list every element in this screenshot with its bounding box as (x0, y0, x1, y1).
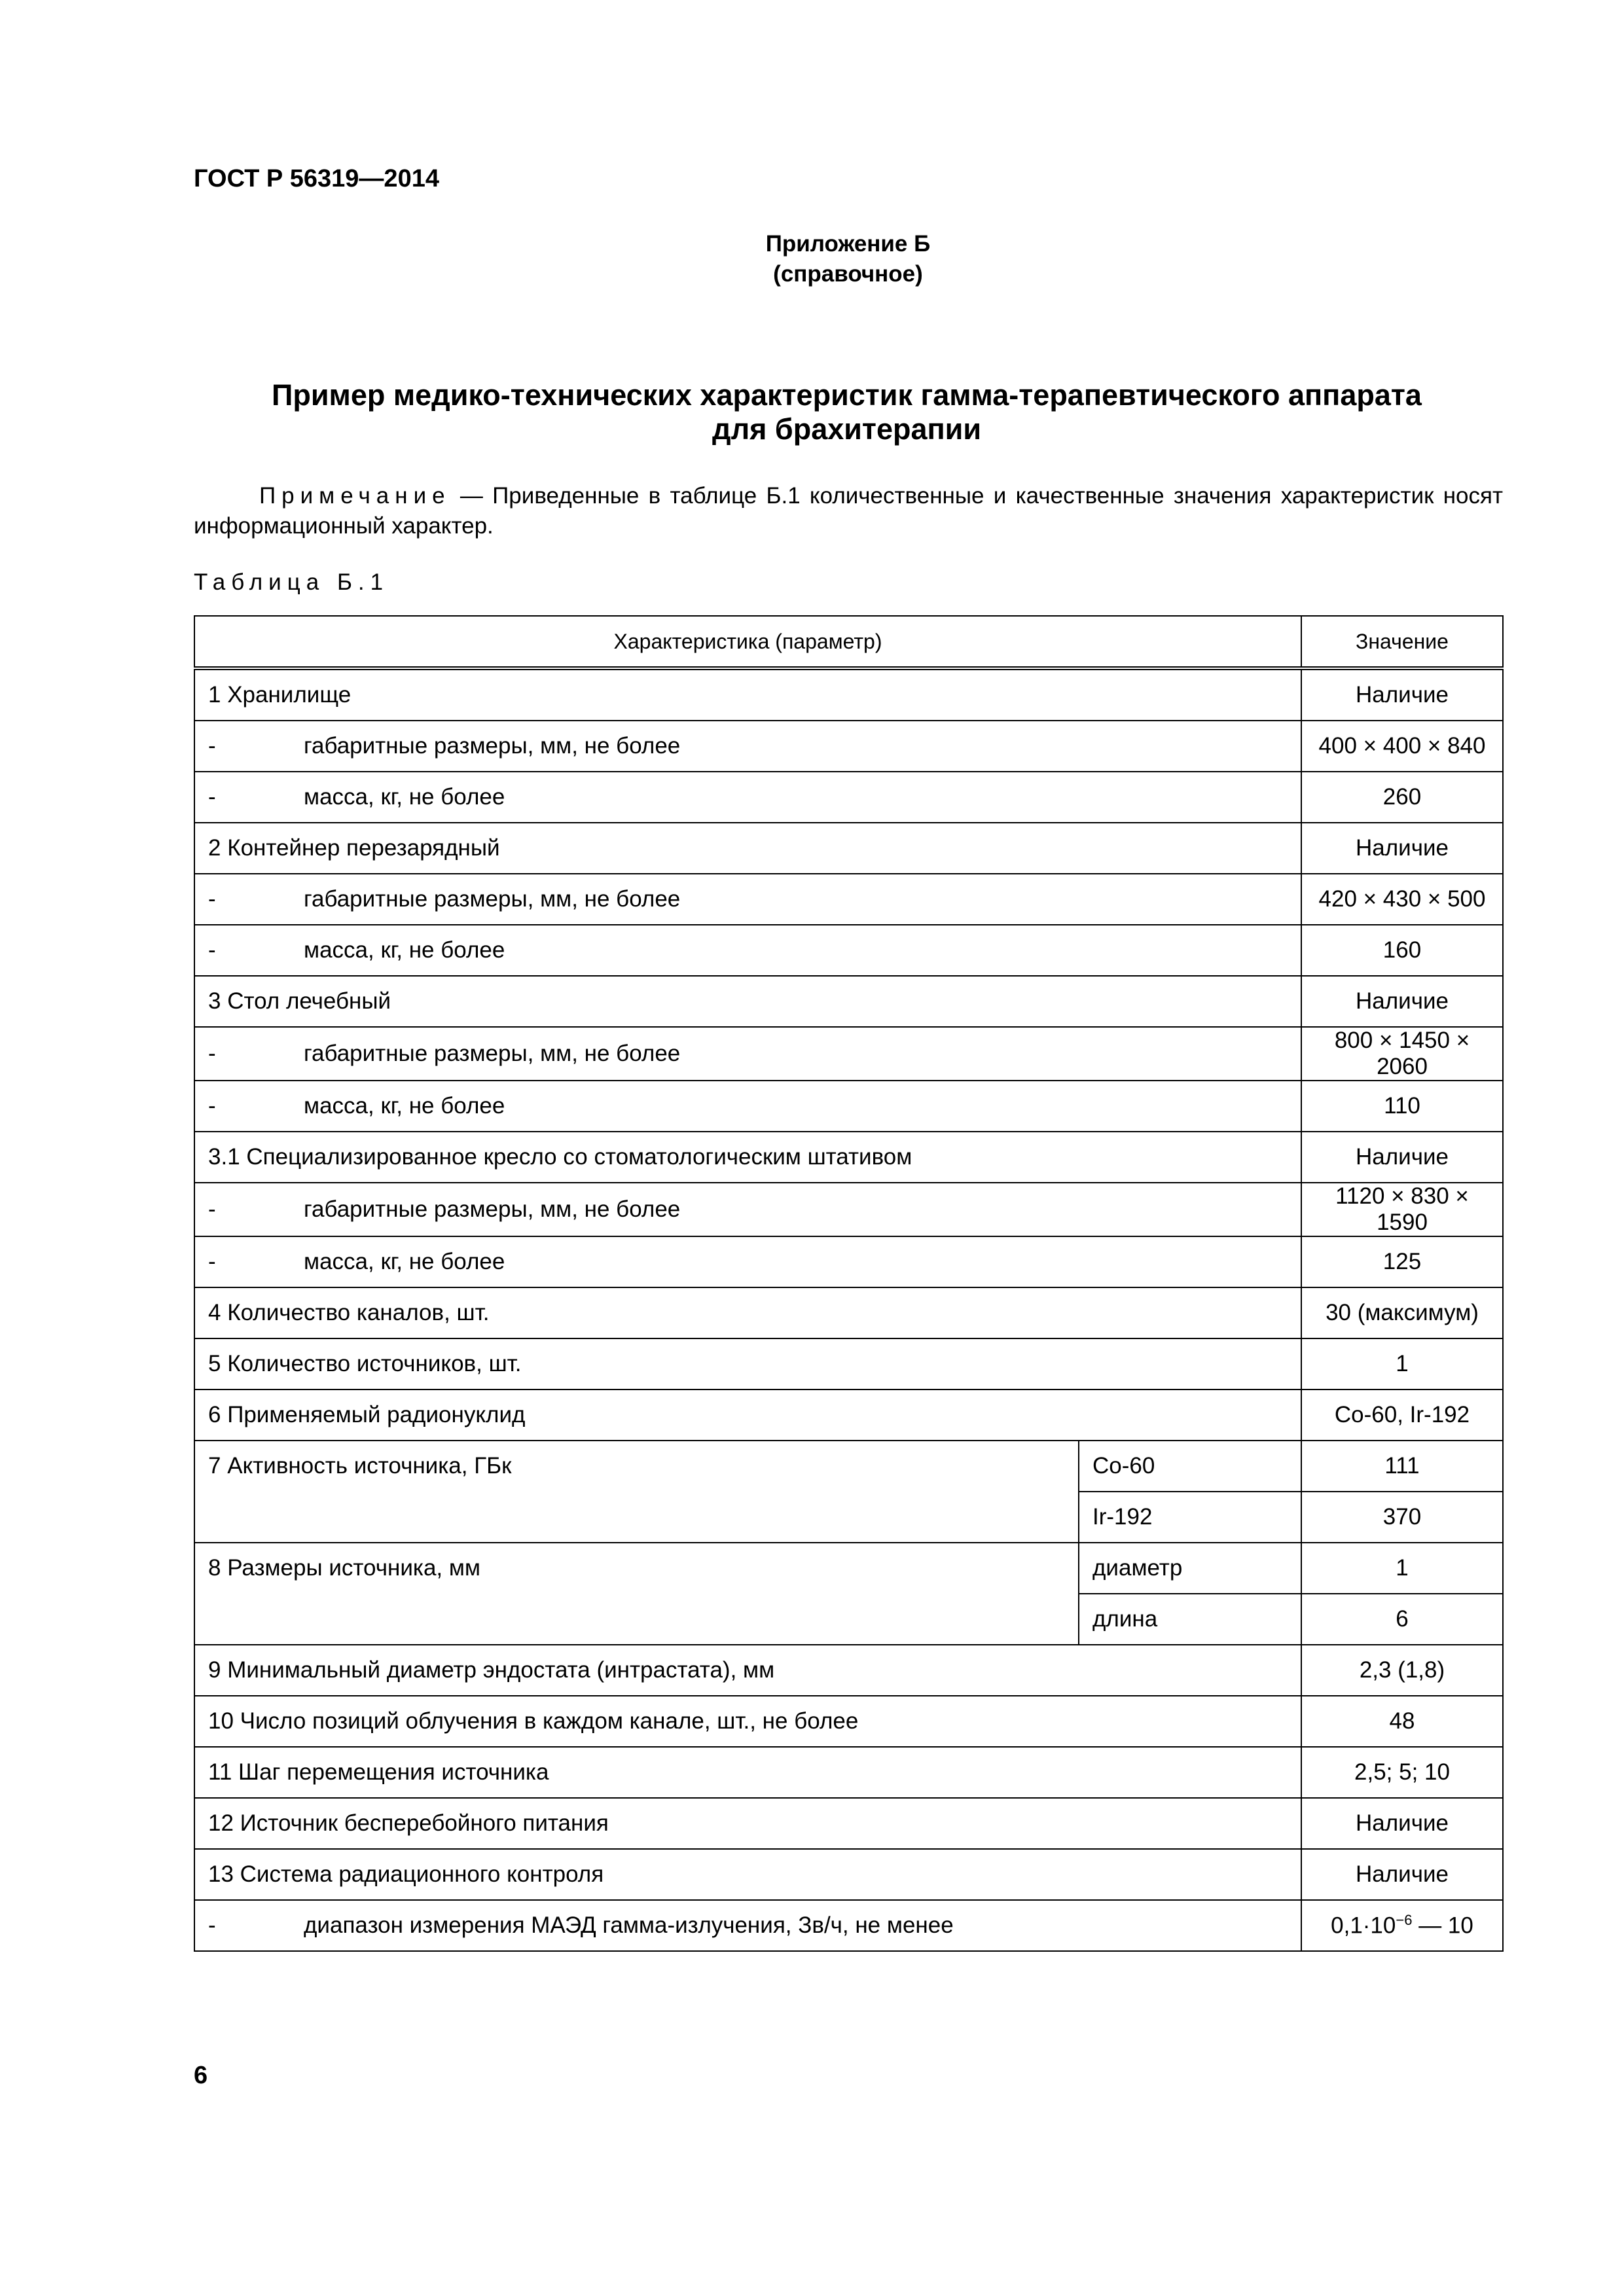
row-param: 1 Хранилище (194, 668, 1301, 721)
row-value: Наличие (1301, 1798, 1503, 1849)
row-param (194, 874, 1301, 925)
row-value: 2,5; 5; 10 (1301, 1747, 1503, 1798)
value-exponent: −6 (1396, 1912, 1413, 1929)
row-value: 111 (1301, 1441, 1503, 1492)
dash-marker: - (208, 1041, 216, 1066)
row-value (1301, 1900, 1503, 1951)
table-row (194, 1747, 1503, 1798)
row-param-text: масса, кг, не более (304, 1093, 505, 1119)
note-paragraph (194, 481, 1503, 541)
row-param-text: масса, кг, не более (304, 1249, 505, 1274)
dash-marker: - (208, 733, 216, 759)
row-param-text: габаритные размеры, мм, не более (304, 1041, 681, 1066)
dash-marker: - (208, 937, 216, 963)
row-param-text: масса, кг, не более (304, 937, 505, 963)
dash-marker: - (208, 886, 216, 912)
row-param: 10 Число позиций облучения в каждом канале, шт., не более (194, 1696, 1301, 1747)
row-param (194, 721, 1301, 772)
title-line-1: Пример медико-технических характеристик гамма-терапевтического аппарата (272, 378, 1422, 412)
row-param: 5 Количество источников, шт. (194, 1338, 1301, 1390)
table-row (194, 1645, 1503, 1696)
table-row (194, 1390, 1503, 1441)
row-param: 7 Активность источника, ГБк (194, 1441, 1079, 1543)
row-param: 2 Контейнер перезарядный (194, 823, 1301, 874)
row-value: Наличие (1301, 1849, 1503, 1900)
table-row (194, 1900, 1503, 1951)
row-param-text: габаритные размеры, мм, не более (304, 733, 681, 759)
appendix-label: Приложение Б (765, 231, 931, 257)
row-value: Co-60, Ir-192 (1301, 1390, 1503, 1441)
page-title (194, 378, 1500, 446)
table-row (194, 1027, 1503, 1081)
row-value: Наличие (1301, 976, 1503, 1027)
note-text: — Приведенные в таблице Б.1 количественные и качественные значения характеристик носят информационный характер. (194, 483, 1503, 539)
document-id: ГОСТ Р 56319—2014 (194, 165, 439, 192)
table-row (194, 1543, 1503, 1594)
row-param-text: диапазон измерения МАЭД гамма-излучения, Зв/ч, не менее (304, 1912, 954, 1938)
row-param-text: габаритные размеры, мм, не более (304, 886, 681, 912)
row-value: 1 (1301, 1543, 1503, 1594)
table-header-row (194, 616, 1503, 668)
row-param: 3 Стол лечебный (194, 976, 1301, 1027)
table-row (194, 1696, 1503, 1747)
dash-marker: - (208, 1196, 216, 1222)
table-row (194, 1849, 1503, 1900)
row-value: 370 (1301, 1492, 1503, 1543)
row-param (194, 1183, 1301, 1236)
table-caption: Таблица Б.1 (194, 569, 389, 595)
row-param (194, 1081, 1301, 1132)
row-value: 6 (1301, 1594, 1503, 1645)
appendix-type: (справочное) (773, 261, 923, 287)
row-param (194, 1236, 1301, 1287)
row-subparam: Ir-192 (1079, 1492, 1301, 1543)
row-value: 800 × 1450 × 2060 (1301, 1027, 1503, 1081)
table-row (194, 1081, 1503, 1132)
row-subparam: Co-60 (1079, 1441, 1301, 1492)
dash-marker: - (208, 784, 216, 810)
row-value: 1 (1301, 1338, 1503, 1390)
dash-marker: - (208, 1093, 216, 1119)
table-row (194, 874, 1503, 925)
table-row (194, 1132, 1503, 1183)
row-value: 400 × 400 × 840 (1301, 721, 1503, 772)
page-number: 6 (194, 2062, 208, 2089)
header-value: Значение (1301, 616, 1503, 668)
row-value: 1120 × 830 × 1590 (1301, 1183, 1503, 1236)
dash-marker: - (208, 1249, 216, 1274)
table-row (194, 823, 1503, 874)
appendix-heading (0, 229, 1624, 289)
note-label: Примечание (259, 483, 451, 509)
table-row (194, 668, 1503, 721)
row-param: 13 Система радиационного контроля (194, 1849, 1301, 1900)
row-value: 30 (максимум) (1301, 1287, 1503, 1338)
table-row (194, 1338, 1503, 1390)
row-param (194, 772, 1301, 823)
row-value: Наличие (1301, 668, 1503, 721)
table-row (194, 772, 1503, 823)
table-row (194, 1798, 1503, 1849)
table-row (194, 1287, 1503, 1338)
row-value: 125 (1301, 1236, 1503, 1287)
row-param-text: масса, кг, не более (304, 784, 505, 810)
value-upper-bound: — 10 (1412, 1912, 1473, 1939)
row-value: Наличие (1301, 823, 1503, 874)
table-row (194, 1441, 1503, 1492)
row-param: 8 Размеры источника, мм (194, 1543, 1079, 1645)
table-row (194, 1183, 1503, 1236)
row-subparam: диаметр (1079, 1543, 1301, 1594)
row-param: 3.1 Специализированное кресло со стоматологическим штативом (194, 1132, 1301, 1183)
row-value: 110 (1301, 1081, 1503, 1132)
table-row (194, 1236, 1503, 1287)
row-param (194, 1027, 1301, 1081)
row-param: 6 Применяемый радионуклид (194, 1390, 1301, 1441)
row-param (194, 925, 1301, 976)
row-param (194, 1900, 1301, 1951)
row-param: 11 Шаг перемещения источника (194, 1747, 1301, 1798)
row-value: Наличие (1301, 1132, 1503, 1183)
row-value: 420 × 430 × 500 (1301, 874, 1503, 925)
row-value: 2,3 (1,8) (1301, 1645, 1503, 1696)
table-row (194, 976, 1503, 1027)
row-value: 160 (1301, 925, 1503, 976)
table-row (194, 925, 1503, 976)
title-line-2: для брахитерапии (712, 412, 981, 446)
row-param: 4 Количество каналов, шт. (194, 1287, 1301, 1338)
value-mantissa: 0,1·10 (1331, 1912, 1396, 1939)
row-param: 9 Минимальный диаметр эндостата (интрастата), мм (194, 1645, 1301, 1696)
row-param: 12 Источник бесперебойного питания (194, 1798, 1301, 1849)
row-param-text: габаритные размеры, мм, не более (304, 1196, 681, 1222)
table-row (194, 721, 1503, 772)
row-value: 260 (1301, 772, 1503, 823)
spec-table (194, 615, 1504, 1952)
dash-marker: - (208, 1912, 216, 1938)
row-subparam: длина (1079, 1594, 1301, 1645)
header-parameter: Характеристика (параметр) (194, 616, 1301, 668)
row-value: 48 (1301, 1696, 1503, 1747)
